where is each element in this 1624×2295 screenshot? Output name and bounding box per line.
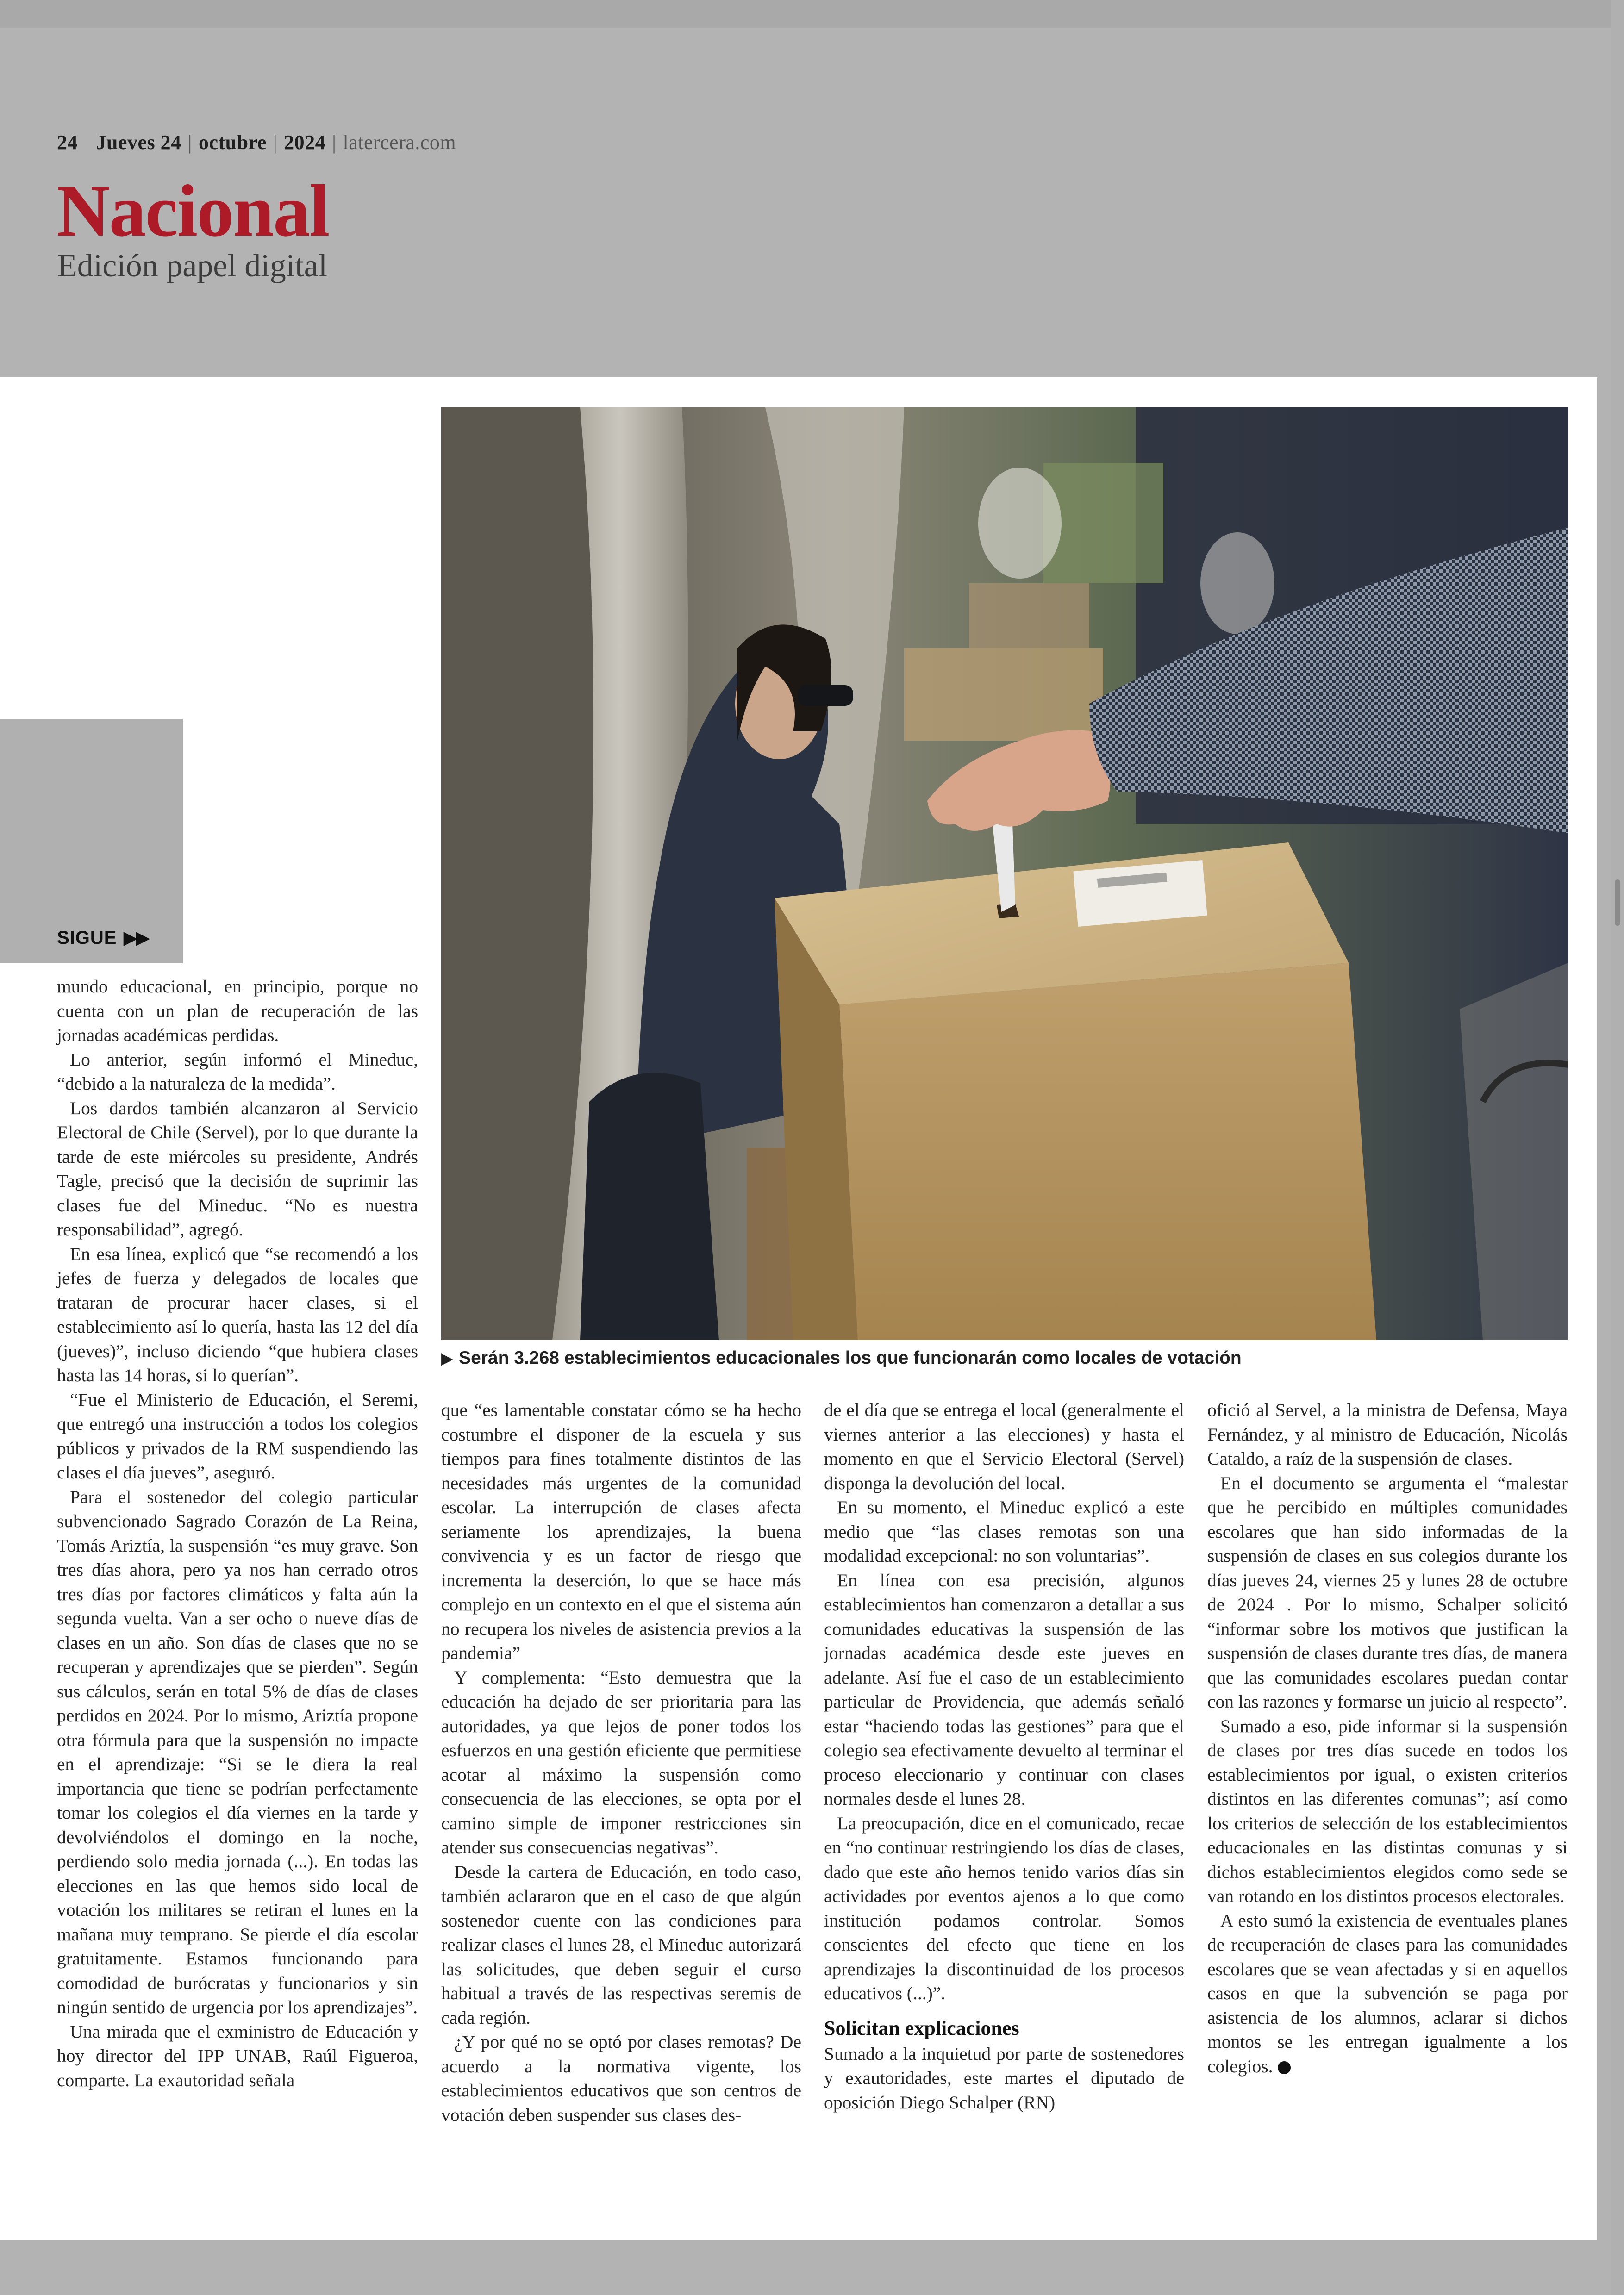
page-header: 24 Jueves 24 | octubre | 2024 | latercera.com — [57, 131, 456, 154]
article-column-3 — [824, 1398, 1184, 2114]
double-arrow-icon: ▶▶ — [123, 928, 149, 948]
page-number: 24 — [57, 131, 78, 154]
header-year: 2024 — [284, 131, 326, 154]
paragraph: ¿Y por qué no se optó por clases remotas? De acuerdo a la normativa vigente, los establecimientos educativos que son centros de votación deben suspender sus clases des- — [441, 2032, 801, 2125]
paragraph: mundo educacional, en principio, porque no cuenta con un plan de recuperación de las jornadas académicas perdidas. — [57, 976, 418, 1045]
header-site[interactable]: latercera.com — [343, 131, 456, 154]
section-title: Nacional — [56, 169, 329, 252]
paragraph: de el día que se entrega el local (generalmente el viernes anterior a las elecciones) y hasta el momento en que el Servicio Electoral (Servel) disponga la devolución del local. — [824, 1400, 1184, 1493]
paragraph: Los dardos también alcanzaron al Servicio Electoral de Chile (Servel), por lo que durante la tarde de este miércoles su presidente, Andrés Tagle, precisó que la decisión de suprimir las clases fue del Mineduc. “No es nuestra responsabilidad”, agregó. — [57, 1098, 418, 1240]
header-date-day: Jueves 24 — [96, 131, 181, 154]
subheading: Solicitan explicaciones — [824, 2016, 1019, 2039]
paragraph: Y complementa: “Esto demuestra que la educación ha dejado de ser prioritaria para las autoridades, ya que lejos de poner todos los esfuerzos en una gestión eficiente que permitiese acotar al máximo la suspensión como consecuencia de las elecciones, se opta por el camino simple de imponer restricciones sin atender sus consecuencias negativas”. — [441, 1667, 801, 1858]
section-subtitle: Edición papel digital — [57, 248, 328, 284]
sigue-box — [0, 719, 183, 963]
sigue-link[interactable] — [57, 927, 148, 948]
paragraph: Para el sostenedor del colegio particular subvencionado Sagrado Corazón de La Reina, Tomás Ariztía, la suspensión “es muy grave. Son tres días ahora, pero ya nos han cerrado otros tres días por factores climáticos y falta aún la segunda vuelta. Van a ser ocho o nueve días de clases en un año. Son días de clases que no se recuperan y aprendizajes que se pierden”. Según sus cálculos, serán en total 5% de días de clases perdidos en 2024. Por lo mismo, Ariztía propone otra fórmula para que la suspensión no impacte en el aprendizaje: “Si se le diera la real importancia que tiene se podrían perfectamente tomar los colegios el día viernes en la tarde y devolviéndolos el domingo en la noche, perdiendo solo media jornada (...). En todas las elecciones en las que hemos sido local de votación los militares se retiran el lunes en la mañana muy temprano. Se pierde el día escolar gratuitamente. Estamos funcionando para comodidad de burócratas y funcionarios y sin ningún sentido de urgencia por los aprendizajes”. — [57, 1486, 418, 2017]
bottom-band — [0, 2240, 1611, 2295]
paragraph: “Fue el Ministerio de Educación, el Seremi, que entregó una instrucción a todos los colegios públicos y privados de la RM suspendiendo las clases el día jueves”, aseguró. — [57, 1389, 418, 1483]
paragraph: Una mirada que el exministro de Educación y hoy director del IPP UNAB, Raúl Figueroa, comparte. La exautoridad señala — [57, 2021, 418, 2090]
paragraph-text: A esto sumó la existencia de eventuales planes de recuperación de clases para las comunidades escolares que se vean afectadas y si en aquellos casos en que la subvención se paga por asistencia de los alumnos, aclarar si dichos montos se les entregan igualmente a los colegios. — [1207, 1910, 1568, 2077]
paragraph: ofició al Servel, a la ministra de Defensa, Maya Fernández, y al ministro de Educación, Nicolás Cataldo, a raíz de la suspensión de clases. — [1207, 1400, 1568, 1469]
article-column-4 — [1207, 1398, 1568, 2078]
vertical-scrollbar[interactable] — [1611, 0, 1624, 2295]
paragraph: que “es lamentable constatar cómo se ha hecho costumbre el disponer de la escuela y sus tiempos para fines totalmente distintos de las necesidades más urgentes de la comunidad escolar. La interrupción de clases afecta seriamente los aprendizajes, la buena convivencia y es un factor de riesgo que incrementa la deserción, lo que se hace más complejo en un contexto en el que el sistema aún no recupera los niveles de asistencia previos a la pandemia” — [441, 1400, 801, 1663]
paragraph: La preocupación, dice en el comunicado, recae en “no continuar restringiendo los días de clases, dado que este año hemos tenido varios días sin actividades por eventos ajenos a lo que como institución podamos controlar. Somos conscientes del efecto que tiene en los aprendizajes la discontinuidad de los procesos educativos (...)”. — [824, 1813, 1184, 2003]
article-column-1 — [57, 974, 418, 2092]
paragraph-last — [1207, 1908, 1568, 2079]
paragraph: Sumado a la inquietud por parte de sostenedores y exautoridades, este martes el diputado de oposición Diego Schalper (RN) — [824, 2043, 1184, 2113]
paragraph: En el documento se argumenta el “malestar que he percibido en múltiples comunidades escolares que han sido informadas de la suspensión de clases en sus colegios durante los días jueves 24, viernes 25 y lunes 28 de octubre de 2024 . Por lo mismo, Schalper solicitó “informar sobre los motivos que justifican la suspensión de clases durante tres días, de manera que las comunidades escolares puedan contar con las razones y formarse un juicio al respecto”. — [1207, 1472, 1568, 1712]
paragraph: En línea con esa precisión, algunos establecimientos han comenzaron a detallar a sus comunidades educativas la suspensión de las jornadas académica desde este jueves en adelante. Así fue el caso de un establecimiento particular de Providencia, que además señaló estar “haciendo todas las gestiones” para que el colegio sea efectivamente devuelto al terminar el proceso eleccionario y continuar con clases normales desde el lunes 28. — [824, 1570, 1184, 1809]
sigue-label: SIGUE — [57, 928, 117, 948]
scrollbar-thumb[interactable] — [1615, 879, 1620, 926]
caption-text: Serán 3.268 establecimientos educacionales los que funcionarán como locales de votación — [459, 1348, 1242, 1368]
paragraph: Lo anterior, según informó el Mineduc, “debido a la naturaleza de la medida”. — [57, 1049, 418, 1094]
paragraph: En esa línea, explicó que “se recomendó a los jefes de fuerza y delegados de locales que trataran de procurar hacer clases, si el establecimiento así lo quería, hasta las 12 del día (jueves)”, incluso diciendo “que hubiera clases hasta las 14 horas, si lo querían”. — [57, 1243, 418, 1385]
header-month: octubre — [198, 131, 267, 154]
paragraph: Sumado a eso, pide informar si la suspensión de clases por tres días sucede en todos los establecimientos por igual, o existen criterios distintos en las diferentes comunas”; así como los criterios de selección de los establecimientos educacionales en las distintas comunas y si dichos establecimientos elegidos como sede se van rotando en los distintos procesos electorales. — [1207, 1715, 1568, 1906]
end-of-article-icon — [1278, 2061, 1291, 2074]
caption-arrow-icon: ▶ — [441, 1350, 454, 1367]
ballot-box-photo — [441, 407, 1568, 1340]
article-photo — [441, 407, 1568, 1340]
top-strip — [0, 0, 1624, 28]
article-column-2 — [441, 1398, 801, 2127]
paragraph: Desde la cartera de Educación, en todo caso, también aclararon que en el caso de que algún sostenedor cuente con las condiciones para realizar clases el lunes 28, el Mineduc autorizará las solicitudes, que deben seguir el curso habitual a través de las respectivas seremis de cada región. — [441, 1861, 801, 2028]
paragraph: En su momento, el Mineduc explicó a este medio que “las clases remotas son una modalidad excepcional: no son voluntarias”. — [824, 1497, 1184, 1566]
photo-caption — [441, 1348, 1568, 1368]
